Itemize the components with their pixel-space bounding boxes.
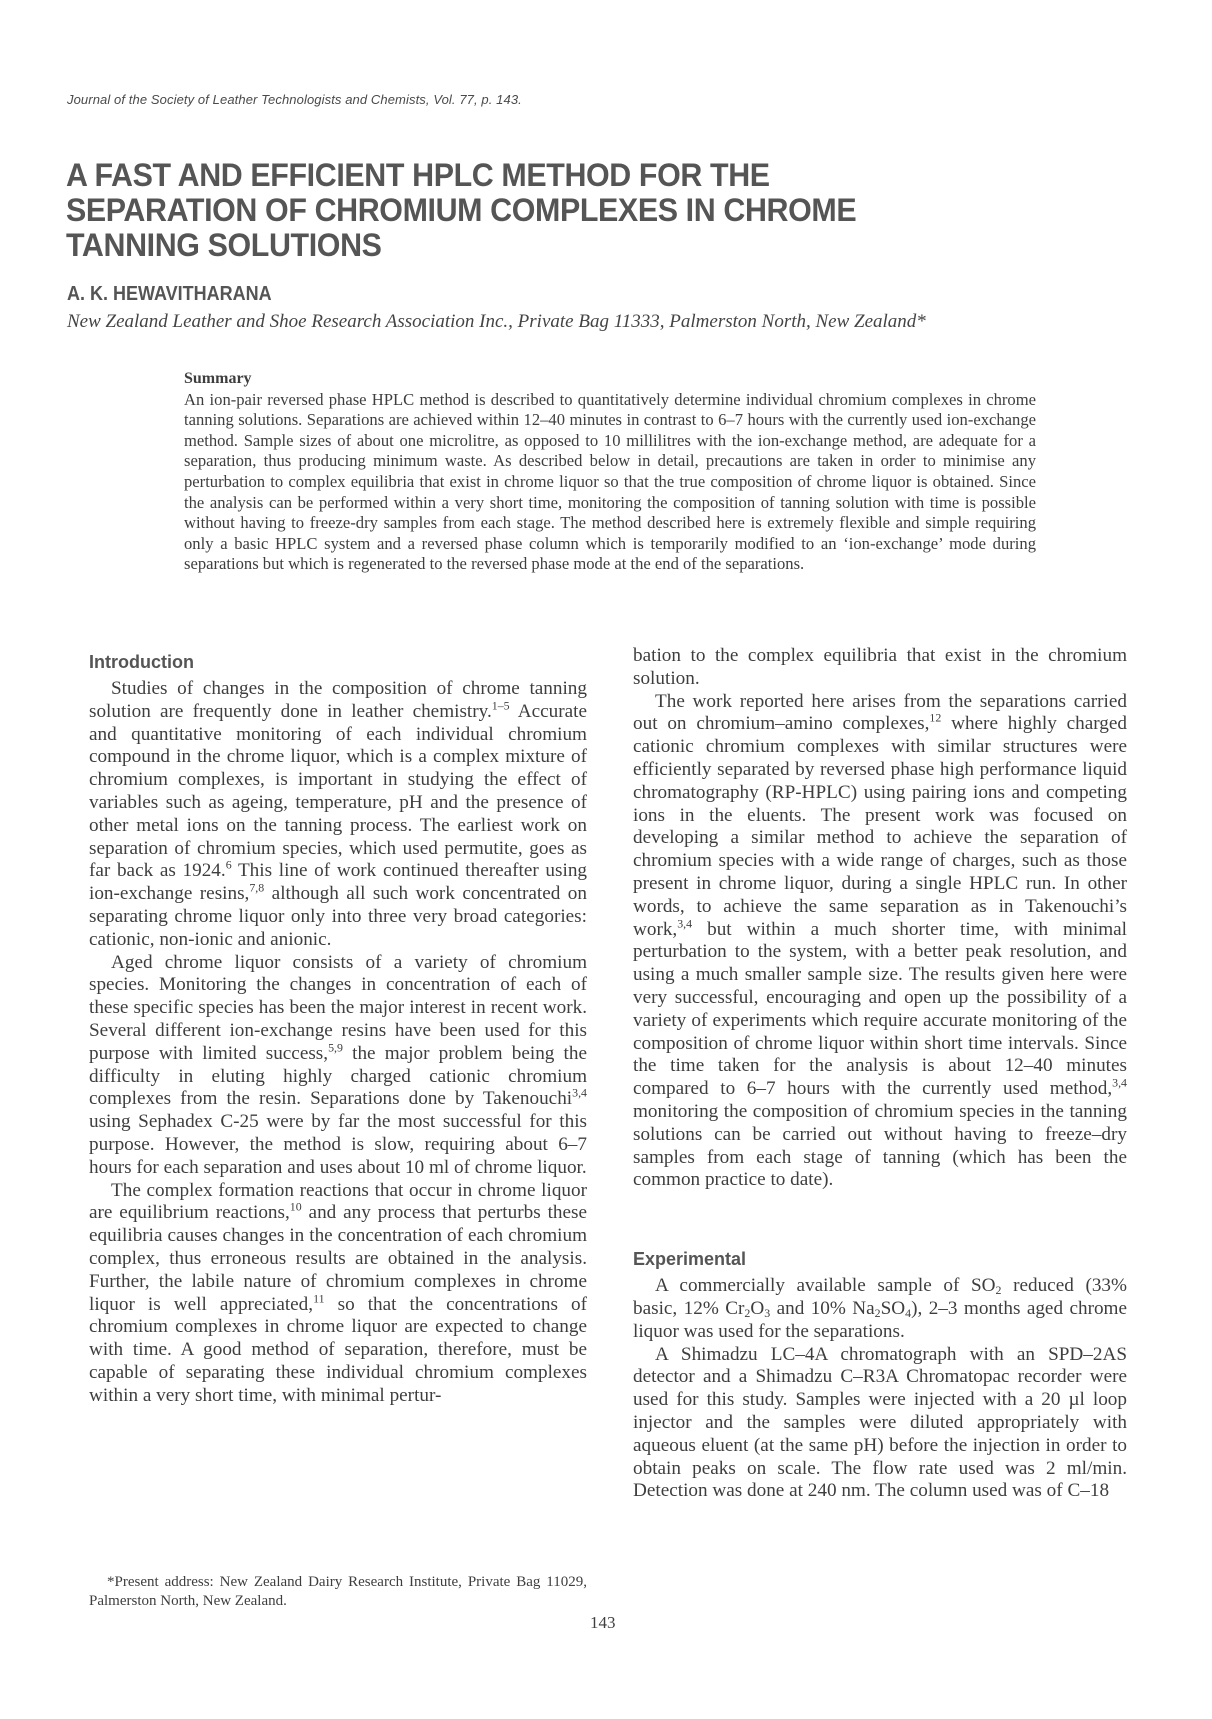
citation: 6 [225,857,232,872]
citation: 3,4 [677,915,693,930]
text-run: This line of work continued thereafter using ion-exchange resins, [89,860,588,905]
title-line: SEPARATION OF CHROMIUM COMPLEXES IN CHROME [66,192,857,228]
summary [184,369,1036,575]
subscript: 2 [995,1283,1002,1298]
subscript: 2 [744,1305,751,1320]
citation: 3,4 [572,1085,587,1100]
text-run: but within a much shorter time, with minimal perturbation to the system, with a better peak resolution, and using a much smaller sample size. The results given here were very successful, encouraging and open up the possibility of a variety of experiments which require accurate monitoring of the composition of chrome liquor within short time intervals. Since the time taken for the analysis is about 12–40 minutes compared to 6–7 hours with the currently used method, [633,918,1127,1100]
author: A. K. HEWAVITHARANA [67,283,272,305]
text-run: A commercially available sample of SO [655,1275,996,1297]
text-run: Accurate and quantitative monitoring of each individual chromium compound in the chrome liquor, which is a complex mixture of chromium complexes, is important in studying the effect of variables such as ageing, temperature, pH and the presence of other metal ions on the tanning process. The earliest work on separation of chromium species, which used permutite, goes as far back as 1924. [89,700,587,882]
paragraph [89,952,587,1180]
subscript: 4 [905,1305,912,1320]
text-run: and 10% Na [770,1297,875,1319]
summary-heading: Summary [184,370,252,387]
summary-text: An ion-pair reversed phase HPLC method is described to quantitatively determine individual chromium complexes in chrome tanning solutions. Separations are achieved within 12–40 minutes in contrast to 6–7 hours with the currently used ion-exchange method. Sample sizes of about one microlitre, as opposed to 10 millilitres with the ion-exchange method, are adequate for a separation, thus producing minimum waste. As described below in detail, precautions are taken in order to minimise any perturbation to complex equilibria that exist in chrome liquor so that the true composition of chrome liquor is obtained. Since the analysis can be performed within a very short time, monitoring the composition of tanning solution with time is possible without having to freeze-dry samples from each stage. The method described here is extremely flexible and simple requiring only a basic HPLC system and a reversed phase column which is temporarily modified to an ‘ion-exchange’ mode during separations but which is regenerated to the reversed phase mode at the end of the separations. [184,389,1036,574]
experimental-heading: Experimental [633,1249,747,1270]
citation: 5,9 [328,1040,343,1055]
running-head: Journal of the Society of Leather Technologists and Chemists, Vol. 77, p. 143. [67,92,522,107]
paragraph [633,1275,1127,1343]
section-spacer [633,1192,1127,1247]
title-line: A FAST AND EFFICIENT HPLC METHOD FOR THE [66,157,770,193]
paragraph-continuation: bation to the complex equilibria that exist in the chromium solution. [633,645,1127,689]
text-run: so that the concentrations of chromium complexes in chrome liquor are expected to change with time. A good method of separation, therefore, must be capable of separating these individual chromium complexes within a very short time, with minimal pertur- [89,1293,587,1406]
paragraph [89,678,587,952]
text-run: using Sephadex C-25 were by far the most successful for this purpose. However, the method is slow, requiring about 6–7 hours for each separation and uses about 10 ml of chrome liquor. [89,1111,587,1178]
paragraph [633,691,1127,1193]
article-title [66,158,1016,263]
text-run: where highly charged cationic chromium complexes with similar structures were efficiently separated by reversed phase high performance liquid chromatography (RP-HPLC) using pairing ions and competing ions in the eluents. The present work was focused on developing a similar method to achieve the separation of chromium species with a wide range of charges, such as those present in chrome liquor, during a single HPLC run. In other words, to achieve the same separation as in Takenouchi’s work, [633,713,1127,940]
text-run: monitoring the composition of chromium species in the tanning solutions can be carried out without having to freeze–dry samples from each stage of tanning (which has been the common practice to date). [633,1100,1127,1191]
text-run: reduced (33% basic, 12% Cr [633,1275,1127,1319]
right-column [633,645,1127,1503]
subscript: 3 [764,1305,771,1320]
text-run: ), 2–3 months aged chrome liquor was used for the separations. [633,1297,1127,1342]
paragraph: A Shimadzu LC–4A chromatograph with an SPD–2AS detector and a Shimadzu C–R3A Chromatopac recorder were used for this study. Samples were injected with a 20 µl loop injector and the samples were diluted appropriately with aqueous eluent (at the same pH) before the injection in order to obtain peaks on scale. The flow rate used was 2 ml/min. Detection was done at 240 nm. The column used was of C–18 [633,1343,1127,1502]
footnote: *Present address: New Zealand Dairy Research Institute, Private Bag 11029, Palmerston North, New Zealand. [89,1574,587,1609]
affiliation: New Zealand Leather and Shoe Research Association Inc., Private Bag 11333, Palmerston North, New Zealand* [67,311,926,332]
page-number: 143 [590,1613,616,1632]
text-run: Studies of changes in the composition of chrome tanning solution are frequently done in leather chemistry. [89,678,587,722]
citation: 12 [929,710,942,725]
citation: 7,8 [249,880,265,895]
text-run: and any process that perturbs these equilibria causes changes in the concentration of each chromium complex, thus erroneous results are obtained in the analysis. Further, the labile nature of chromium complexes in chrome liquor is well appreciated, [89,1202,587,1315]
text-run: although all such work concentrated on separating chrome liquor only into three very broad categories: cationic, non-ionic and anionic. [89,883,587,950]
citation: 11 [313,1290,325,1305]
introduction-heading: Introduction [89,652,194,672]
citation: 10 [289,1199,302,1214]
citation: 1–5 [491,698,510,713]
subscript: 2 [874,1305,881,1320]
text-run: O [750,1297,765,1319]
text-run: The complex formation reactions that occur in chrome liquor are equilibrium reactions, [89,1179,587,1224]
title-line: TANNING SOLUTIONS [66,227,382,263]
text-run: the major problem being the difficulty in eluting highly charged cationic chromium complexes from the resin. Separations done by Takenouchi [89,1042,588,1110]
text-run: The work reported here arises from the separations carried out on chromium–amino complexes, [633,690,1127,735]
text-run: Aged chrome liquor consists of a variety of chromium species. Monitoring the changes in concentration of each of these specific species has been the major interest in recent work. Several different ion-exchange resins have been used for this purpose with limited success, [89,951,587,1064]
left-column [89,650,587,1408]
paragraph [89,1180,587,1408]
citation: 3,4 [1112,1075,1127,1090]
text-run: SO [880,1297,906,1319]
